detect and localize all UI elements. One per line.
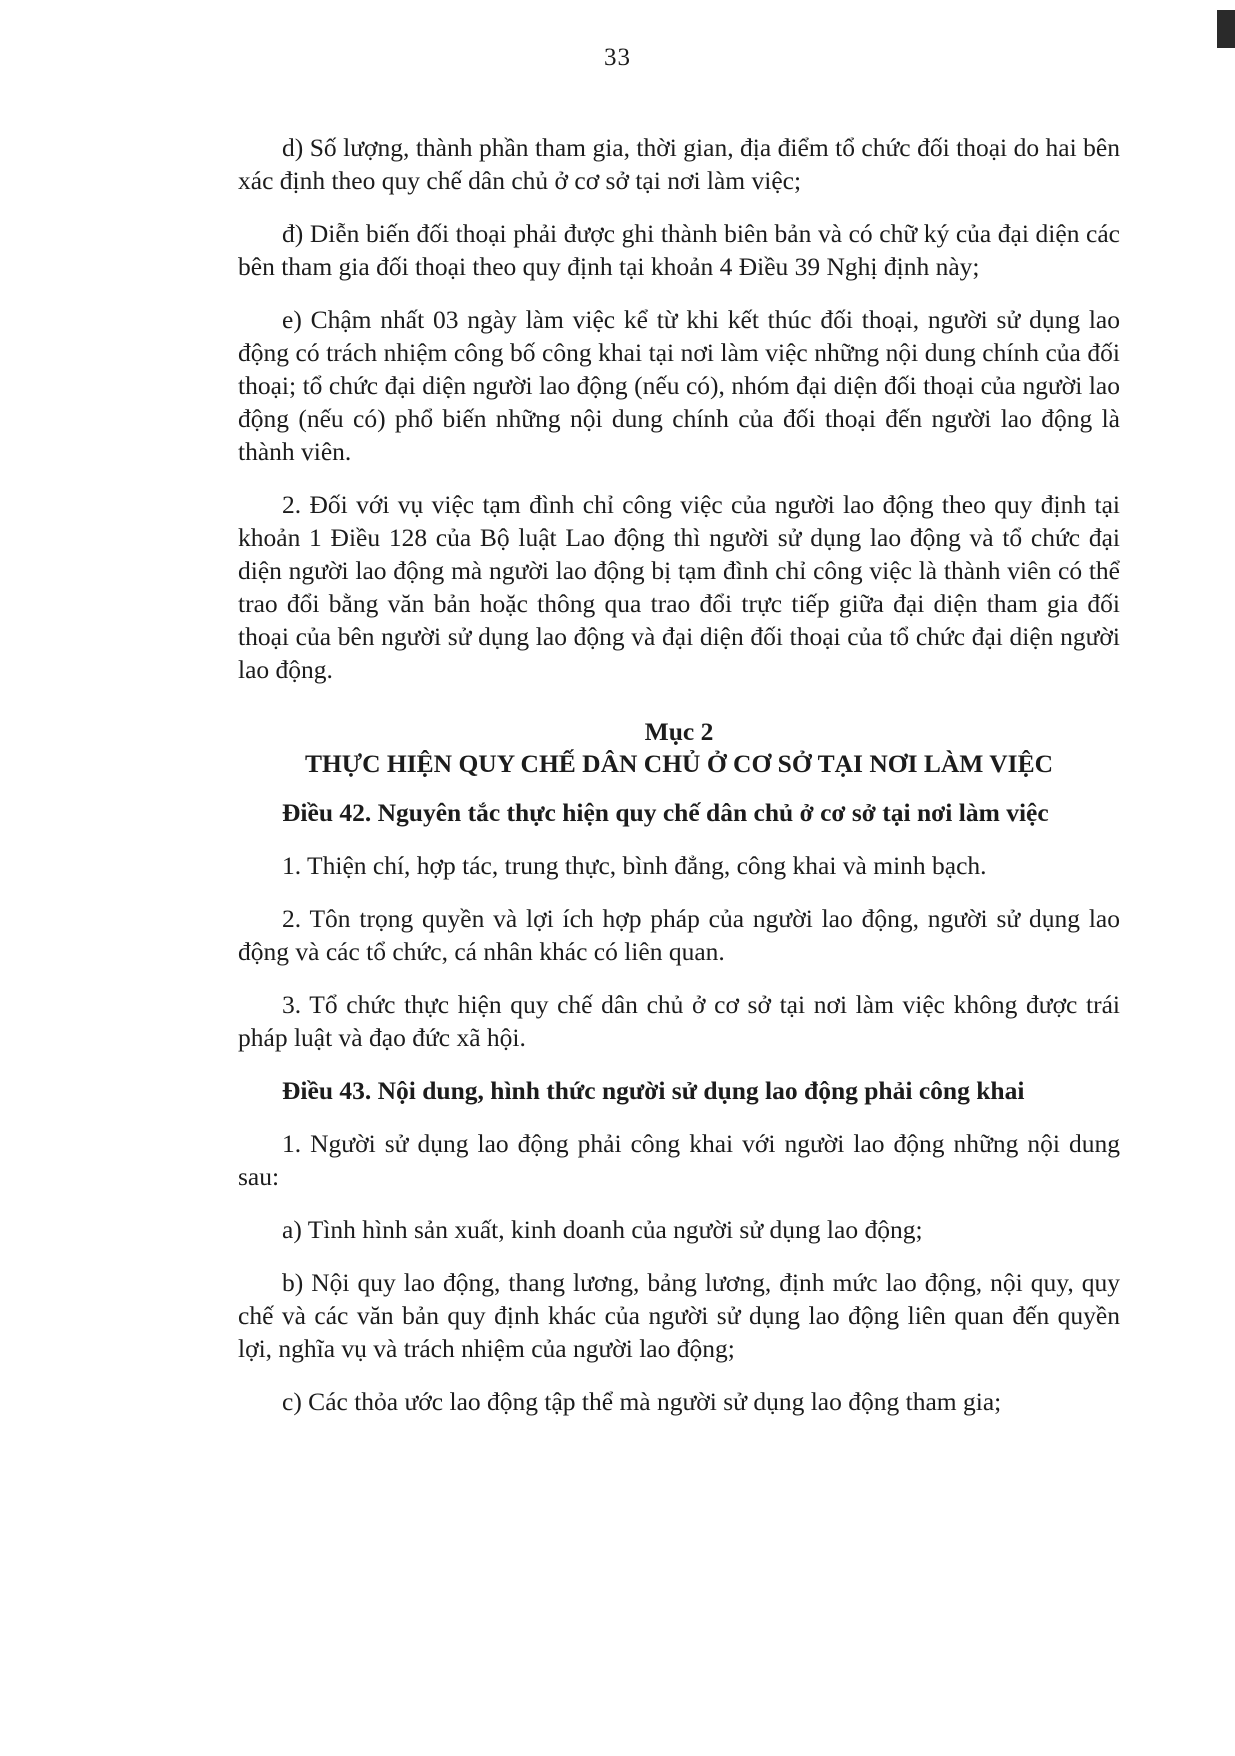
article-42-item-3: 3. Tổ chức thực hiện quy chế dân chủ ở cơ sở tại nơi làm việc không được trái pháp luật và đạo đức xã hội. <box>238 990 1120 1052</box>
section-title: THỰC HIỆN QUY CHẾ DÂN CHỦ Ở CƠ SỞ TẠI NƠI LÀM VIỆC <box>304 749 1054 778</box>
article-42-heading: Điều 42. Nguyên tắc thực hiện quy chế dân chủ ở cơ sở tại nơi làm việc <box>282 798 1049 827</box>
article-42-item-2: 2. Tôn trọng quyền và lợi ích hợp pháp của người lao động, người sử dụng lao động và các tổ chức, cá nhân khác có liên quan. <box>238 904 1120 966</box>
article-43-heading: Điều 43. Nội dung, hình thức người sử dụng lao động phải công khai <box>282 1076 1025 1105</box>
article-43-item-b: b) Nội quy lao động, thang lương, bảng lương, định mức lao động, nội quy, quy chế và các văn bản quy định khác của người sử dụng lao động liên quan đến quyền lợi, nghĩa vụ và trách nhiệm của người lao động; <box>238 1268 1120 1363</box>
paragraph-d: d) Số lượng, thành phần tham gia, thời gian, địa điểm tổ chức đối thoại do hai bên xác định theo quy chế dân chủ ở cơ sở tại nơi làm việc; <box>238 133 1120 195</box>
article-42-item-1: 1. Thiện chí, hợp tác, trung thực, bình đẳng, công khai và minh bạch. <box>282 851 987 880</box>
paragraph-clause-2: 2. Đối với vụ việc tạm đình chỉ công việc của người lao động theo quy định tại khoản 1 Điều 128 của Bộ luật Lao động thì người sử dụng lao động và tổ chức đại diện người lao động mà người lao động bị tạm đình chỉ công việc là thành viên có thể trao đổi bằng văn bản hoặc thông qua trao đổi trực tiếp giữa đại diện tham gia đối thoại của bên người sử dụng lao động và đại diện đối thoại của tổ chức đại diện người lao động. <box>238 490 1120 684</box>
article-43-item-a: a) Tình hình sản xuất, kinh doanh của người sử dụng lao động; <box>282 1215 923 1244</box>
paragraph-e: e) Chậm nhất 03 ngày làm việc kể từ khi kết thúc đối thoại, người sử dụng lao động có trách nhiệm công bố công khai tại nơi làm việc những nội dung chính của đối thoại; tổ chức đại diện người lao động (nếu có), nhóm đại diện đối thoại của người lao động (nếu có) phổ biến những nội dung chính của đối thoại đến người lao động là thành viên. <box>238 305 1120 466</box>
article-43-item-c: c) Các thỏa ước lao động tập thể mà người sử dụng lao động tham gia; <box>282 1387 1002 1416</box>
scan-edge-mark <box>1217 10 1235 48</box>
page-body <box>238 131 1120 1438</box>
section-label: Mục 2 <box>644 717 714 746</box>
section-heading <box>238 716 1120 780</box>
paragraph-dd: đ) Diễn biến đối thoại phải được ghi thành biên bản và có chữ ký của đại diện các bên tham gia đối thoại theo quy định tại khoản 4 Điều 39 Nghị định này; <box>238 219 1120 281</box>
article-43-item-1: 1. Người sử dụng lao động phải công khai với người lao động những nội dung sau: <box>238 1129 1120 1191</box>
page-number: 33 <box>604 44 631 71</box>
